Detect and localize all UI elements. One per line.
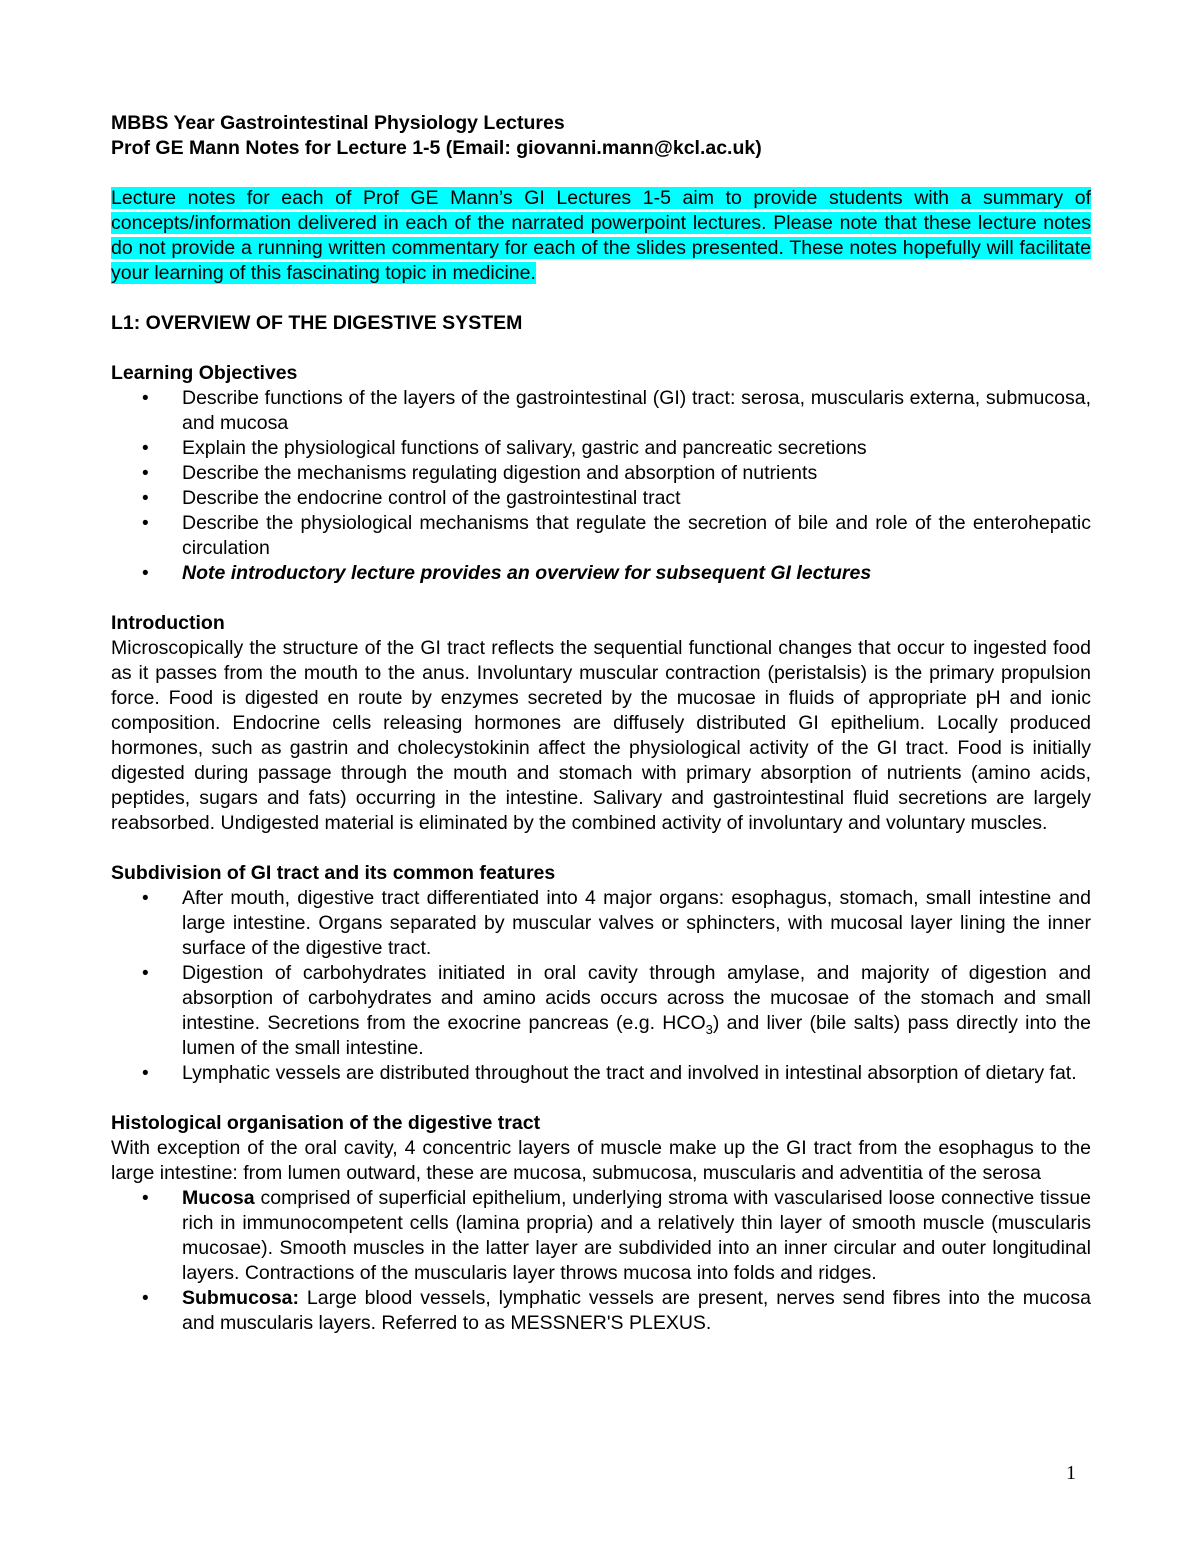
bullet-icon: • xyxy=(142,563,149,584)
document-subtitle: Prof GE Mann Notes for Lecture 1-5 (Email: giovanni.mann@kcl.ac.uk) xyxy=(111,137,762,159)
bullet-icon: • xyxy=(142,888,149,909)
page-number: 1 xyxy=(1066,1462,1076,1484)
list-item: • Digestion of carbohydrates initiated in oral cavity through amylase, and majority of digestion and absorption of carbohydrates and amino acids occurs across the mucosae of the stomach and small intestine. Secretions from the exocrine pancreas (e.g. $HCO_3$) and liver (bile salts) pass directly into the lumen of the small intestine. xyxy=(142,962,1091,1059)
bullet-icon: • xyxy=(142,388,149,409)
histology-paragraph: With exception of the oral cavity, 4 concentric layers of muscle make up the GI tract from the esophagus to the large intestine: from lumen outward, these are mucosa, submucosa, muscularis and adventitia of the serosa xyxy=(111,1137,1091,1184)
bullet-icon: • xyxy=(142,438,149,459)
highlighted-text: Lecture notes for each of Prof GE Mann’s GI Lectures 1-5 aim to provide students with a summary of concepts/information delivered in each of the narrated powerpoint lectures. Please note that these lecture notes do not provide a running written commentary for each of the slides presented. These notes hopefully will facilitate your learning of this fascinating topic in medicine. xyxy=(111,187,1091,284)
introduction-paragraph: Microscopically the structure of the GI tract reflects the sequential functional changes that occur to ingested food as it passes from the mouth to the anus. Involuntary muscular contraction (peristalsis) is the primary propulsion force. Food is digested en route by enzymes secreted by the mucosae in fluids of appropriate pH and ionic composition. Endocrine cells releasing hormones are diffusely distributed GI epithelium. Locally produced hormones, such as gastrin and cholecystokinin affect the physiological activity of the GI tract. Food is initially digested during passage through the mouth and stomach with primary absorption of nutrients (amino acids, peptides, sugars and fats) occurring in the intestine. Salivary and gastrointestinal fluid secretions are largely reabsorbed. Undigested material is eliminated by the combined activity of involuntary and voluntary muscles. xyxy=(111,637,1091,834)
list-item: • Describe the physiological mechanisms that regulate the secretion of bile and role of the enterohepatic circulation xyxy=(142,512,1091,559)
learning-objectives-list xyxy=(111,386,1091,586)
histology-heading: Histological organisation of the digestive tract xyxy=(111,1112,541,1134)
list-item: • Note introductory lecture provides an overview for subsequent GI lectures xyxy=(142,562,872,584)
bullet-icon: • xyxy=(142,463,149,484)
list-item: • Describe the endocrine control of the gastrointestinal tract xyxy=(142,487,681,509)
submucosa-label: Submucosa: xyxy=(182,1287,300,1309)
subdivision-list xyxy=(111,886,1091,1086)
list-item: • Explain the physiological functions of salivary, gastric and pancreatic secretions xyxy=(142,437,867,459)
list-item: • After mouth, digestive tract differentiated into 4 major organs: esophagus, stomach, small intestine and large intestine. Organs separated by muscular valves or sphincters, with mucosal layer lining the inner surface of the digestive tract. xyxy=(142,887,1091,959)
subdivision-heading: Subdivision of GI tract and its common features xyxy=(111,862,556,884)
list-item: • Submucosa: Large blood vessels, lymphatic vessels are present, nerves send fibres into the mucosa and muscularis layers. Referred to as MESSNER'S PLEXUS. xyxy=(142,1287,1091,1334)
list-item: • Describe the mechanisms regulating digestion and absorption of nutrients xyxy=(142,462,818,484)
bullet-icon: • xyxy=(142,963,149,984)
lecture-1-title: L1: OVERVIEW OF THE DIGESTIVE SYSTEM xyxy=(111,312,523,334)
intro-highlight-paragraph xyxy=(111,186,1091,286)
introduction-heading: Introduction xyxy=(111,612,225,634)
bullet-icon: • xyxy=(142,513,149,534)
histology-list xyxy=(111,1186,1091,1336)
document-title: MBBS Year Gastrointestinal Physiology Lectures xyxy=(111,112,565,134)
bullet-icon: • xyxy=(142,488,149,509)
list-item: • Lymphatic vessels are distributed throughout the tract and involved in intestinal absorption of dietary fat. xyxy=(142,1062,1077,1084)
list-item: • Describe functions of the layers of the gastrointestinal (GI) tract: serosa, muscularis externa, submucosa, and mucosa xyxy=(142,387,1091,434)
page-content xyxy=(111,111,1091,1336)
subscript: 3 xyxy=(705,1021,713,1037)
bullet-icon: • xyxy=(142,1063,149,1084)
mucosa-label: Mucosa xyxy=(182,1187,255,1209)
bullet-icon: • xyxy=(142,1188,149,1209)
list-item: • Mucosa comprised of superficial epithelium, underlying stroma with vascularised loose connective tissue rich in immunocompetent cells (lamina propria) and a relatively thin layer of smooth muscle (muscularis mucosae). Smooth muscles in the latter layer are subdivided into an inner circular and outer longitudinal layers. Contractions of the muscularis layer throws mucosa into folds and ridges. xyxy=(142,1187,1091,1284)
learning-objectives-heading: Learning Objectives xyxy=(111,362,298,384)
bullet-icon: • xyxy=(142,1288,149,1309)
